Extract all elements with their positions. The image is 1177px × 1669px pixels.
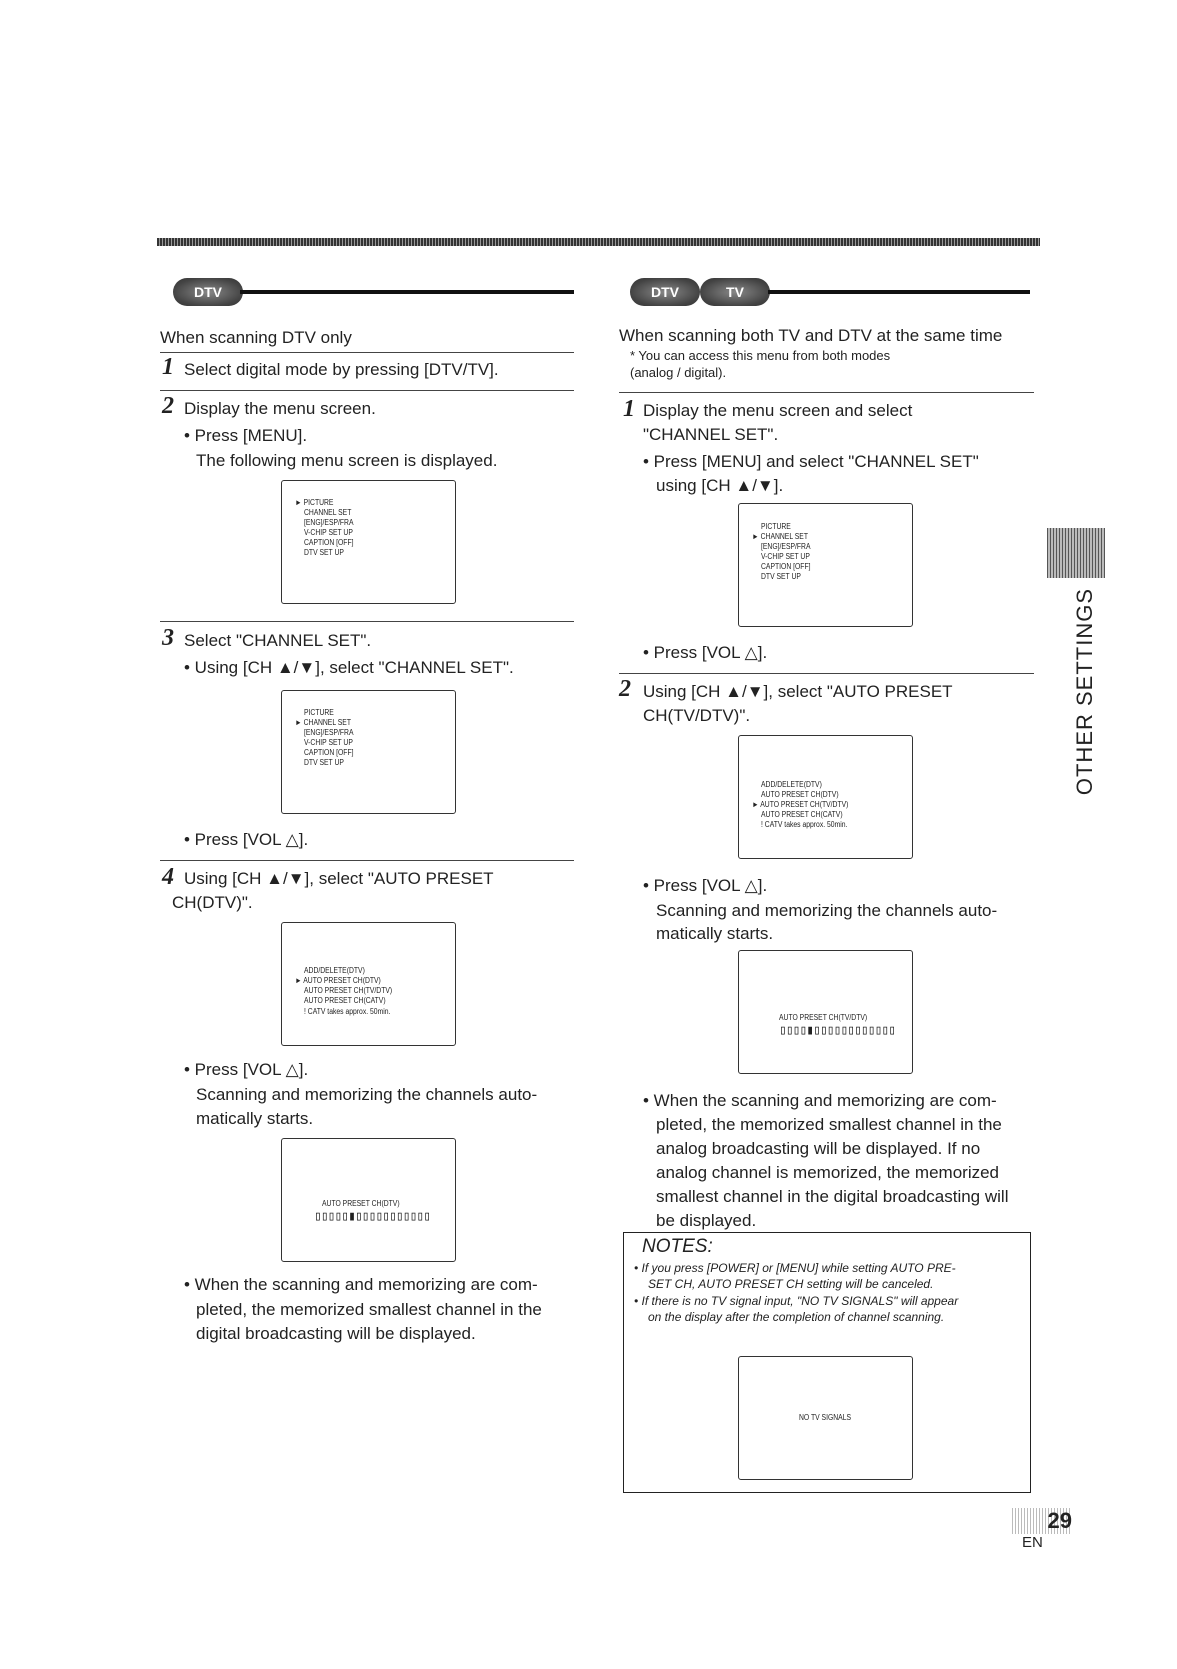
divider <box>619 392 1034 393</box>
final-text: • When the scanning and memorizing are com- <box>643 1091 997 1110</box>
step-text: • Press [MENU] and select "CHANNEL SET" <box>643 452 979 471</box>
step-text: Using [CH ▲/▼], select "AUTO PRESET <box>643 682 953 701</box>
step-text: Select "CHANNEL SET". <box>184 631 372 650</box>
step-number: 4 <box>162 864 174 890</box>
step-number: 3 <box>162 625 174 651</box>
menu-item: V-CHIP SET UP <box>304 528 353 537</box>
step-text: Display the menu screen. <box>184 399 376 418</box>
menu-item: V-CHIP SET UP <box>761 552 810 561</box>
menu-item: CAPTION [OFF] <box>304 538 354 547</box>
step-text: • Press [VOL △]. <box>643 876 768 895</box>
menu-screen <box>281 922 456 1046</box>
step-text: Using [CH ▲/▼], select "AUTO PRESET <box>184 869 494 888</box>
menu-item: [ENG]/ESP/FRA <box>304 728 354 737</box>
final-text: pleted, the memorized smallest channel in the <box>656 1115 1002 1134</box>
menu-item: ► AUTO PRESET CH(DTV) <box>295 976 381 985</box>
menu-item: CAPTION [OFF] <box>304 748 354 757</box>
menu-item: PICTURE <box>304 708 334 717</box>
menu-item: ► PICTURE <box>295 498 334 507</box>
note-line: • If there is no TV signal input, "NO TV SIGNALS" will appear <box>634 1294 959 1308</box>
step-text: • Press [MENU]. <box>184 426 308 445</box>
menu-item: PICTURE <box>761 522 791 531</box>
divider <box>160 860 574 861</box>
menu-item: [ENG]/ESP/FRA <box>761 542 811 551</box>
scan-screen <box>281 1138 456 1262</box>
notes-title: NOTES: <box>642 1236 713 1257</box>
notes-box <box>623 1232 1031 1493</box>
progress-bar: ▯▯▯▯▮▯▯▯▯▯▯▯▯▯▯▯▯ <box>779 1023 896 1038</box>
step-number: 1 <box>162 354 174 380</box>
menu-item: AUTO PRESET CH(DTV) <box>761 790 839 799</box>
menu-screen <box>281 480 456 604</box>
access-note: (analog / digital). <box>630 365 727 380</box>
scan-screen <box>738 950 913 1074</box>
final-text: • When the scanning and memorizing are com- <box>184 1275 538 1294</box>
menu-item: ► AUTO PRESET CH(TV/DTV) <box>752 800 849 809</box>
left-heading: When scanning DTV only <box>160 328 352 347</box>
final-text: smallest channel in the digital broadcasting will <box>656 1187 1009 1206</box>
step-number: 2 <box>162 393 174 419</box>
menu-item: ADD/DELETE(DTV) <box>761 780 822 789</box>
right-heading: When scanning both TV and DTV at the same time <box>619 326 1003 345</box>
step-text: Scanning and memorizing the channels auto- <box>656 901 998 920</box>
step-text: • Press [VOL △]. <box>184 1060 309 1079</box>
final-text: analog channel is memorized, the memorized <box>656 1163 1000 1182</box>
no-signal-label: NO TV SIGNALS <box>799 1413 852 1422</box>
page-number: 29 <box>1012 1508 1072 1534</box>
menu-item: AUTO PRESET CH(CATV) <box>304 996 386 1005</box>
step-text: CH(TV/DTV)". <box>643 706 751 725</box>
divider <box>619 673 1034 674</box>
step-text: Select digital mode by pressing [DTV/TV]. <box>184 360 499 379</box>
no-signal-screen <box>738 1356 913 1480</box>
side-tab-marker <box>1047 528 1105 578</box>
menu-item: CAPTION [OFF] <box>761 562 811 571</box>
final-text: pleted, the memorized smallest channel in the <box>196 1300 542 1319</box>
menu-screen <box>738 735 913 859</box>
step-text: using [CH ▲/▼]. <box>656 476 784 495</box>
step-text: Scanning and memorizing the channels auto- <box>196 1085 538 1104</box>
dtv-badge: DTV <box>630 278 700 306</box>
menu-item: ADD/DELETE(DTV) <box>304 966 365 975</box>
tv-badge: TV <box>700 278 770 306</box>
menu-item: DTV SET UP <box>304 548 344 557</box>
progress-bar: ▯▯▯▯▯▮▯▯▯▯▯▯▯▯▯▯▯ <box>314 1209 431 1224</box>
scan-label: AUTO PRESET CH(DTV) <box>322 1199 400 1208</box>
step-number: 2 <box>619 676 631 702</box>
menu-item: DTV SET UP <box>304 758 344 767</box>
note-line: SET CH, AUTO PRESET CH setting will be canceled. <box>648 1277 934 1291</box>
menu-screen <box>738 503 913 627</box>
menu-item: V-CHIP SET UP <box>304 738 353 747</box>
section-rule <box>768 290 1030 294</box>
menu-item: AUTO PRESET CH(CATV) <box>761 810 843 819</box>
menu-item: ► CHANNEL SET <box>295 718 351 727</box>
dtv-badge: DTV <box>173 278 243 306</box>
menu-item: DTV SET UP <box>761 572 801 581</box>
divider <box>160 621 574 622</box>
header-bar <box>157 238 1040 246</box>
menu-item: ► CHANNEL SET <box>752 532 808 541</box>
final-text: be displayed. <box>656 1211 757 1230</box>
step-number: 1 <box>623 396 635 422</box>
note-line: on the display after the completion of channel scanning. <box>648 1310 945 1324</box>
note-line: • If you press [POWER] or [MENU] while setting AUTO PRE- <box>634 1261 956 1275</box>
final-text: digital broadcasting will be displayed. <box>196 1324 476 1343</box>
section-rule <box>240 290 574 294</box>
scan-label: AUTO PRESET CH(TV/DTV) <box>779 1013 868 1022</box>
step-text: Display the menu screen and select <box>643 401 913 420</box>
side-tab-label: OTHER SETTINGS <box>1072 588 1097 796</box>
step-text: • Press [VOL △]. <box>184 830 309 849</box>
language-code: EN <box>1022 1534 1043 1551</box>
divider <box>160 390 574 391</box>
final-text: analog broadcasting will be displayed. If no <box>656 1139 981 1158</box>
menu-item: ! CATV takes approx. 50min. <box>304 1007 391 1016</box>
menu-item: CHANNEL SET <box>304 508 352 517</box>
access-note: * You can access this menu from both modes <box>630 348 891 363</box>
menu-screen <box>281 690 456 814</box>
menu-item: AUTO PRESET CH(TV/DTV) <box>304 986 393 995</box>
step-text: The following menu screen is displayed. <box>196 451 498 470</box>
menu-item: [ENG]/ESP/FRA <box>304 518 354 527</box>
step-text: CH(DTV)". <box>172 893 253 912</box>
step-text: • Using [CH ▲/▼], select "CHANNEL SET". <box>184 658 514 677</box>
step-text: matically starts. <box>656 924 774 943</box>
menu-item: ! CATV takes approx. 50min. <box>761 820 848 829</box>
divider <box>160 352 574 353</box>
step-text: matically starts. <box>196 1109 314 1128</box>
step-text: "CHANNEL SET". <box>643 425 779 444</box>
step-text: • Press [VOL △]. <box>643 643 768 662</box>
